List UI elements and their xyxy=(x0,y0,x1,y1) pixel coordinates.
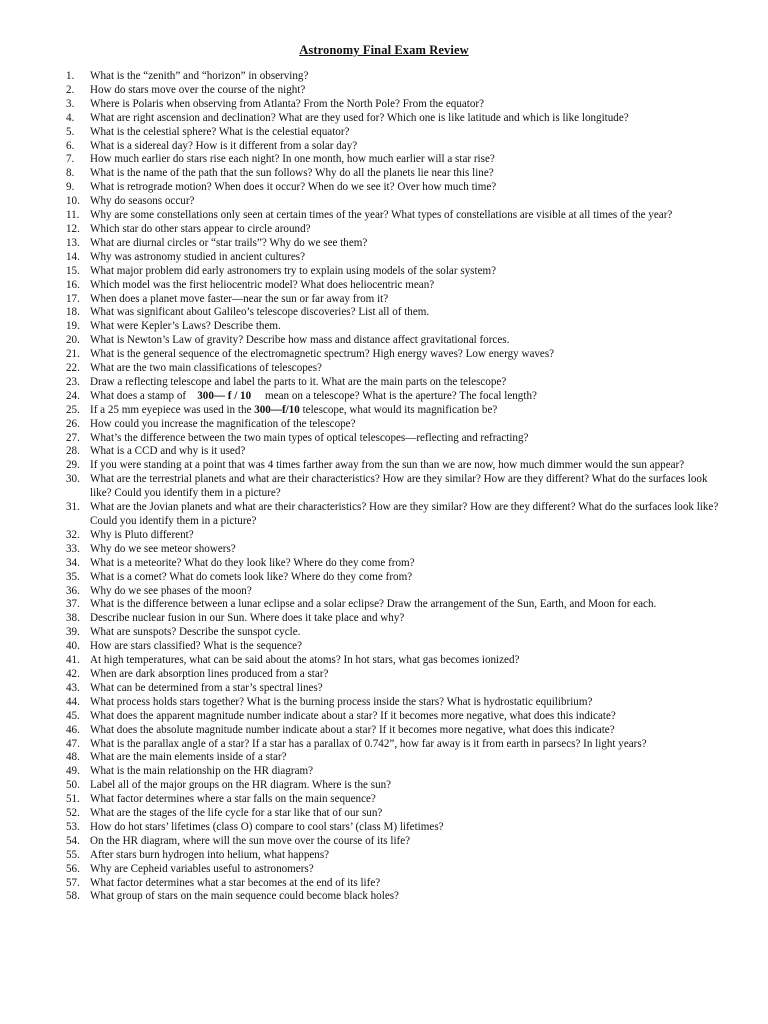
question-text: What is Newton’s Law of gravity? Describe how mass and distance affect gravitational forces. xyxy=(90,334,510,347)
question-item xyxy=(66,251,728,265)
question-number: 16. xyxy=(66,278,80,291)
question-number: 53. xyxy=(66,820,80,833)
question-text: How do stars move over the course of the night? xyxy=(90,83,306,96)
question-number: 8. xyxy=(66,167,75,180)
question-number: 19. xyxy=(66,320,80,333)
question-number: 4. xyxy=(66,111,75,124)
question-number: 54. xyxy=(66,834,80,847)
question-number: 46. xyxy=(66,723,80,736)
question-text: Why are Cepheid variables useful to astronomers? xyxy=(90,862,314,875)
question-text: What factor determines where a star falls on the main sequence? xyxy=(90,793,376,806)
question-item xyxy=(66,654,728,668)
question-number: 20. xyxy=(66,334,80,347)
question-number: 31. xyxy=(66,501,80,514)
question-number: 12. xyxy=(66,222,80,235)
telescope-stamp: 300— f / 10 xyxy=(197,389,252,402)
question-number: 57. xyxy=(66,876,80,889)
question-item xyxy=(66,112,728,126)
question-text: What is a sidereal day? How is it different from a solar day? xyxy=(90,139,358,152)
question-number: 35. xyxy=(66,570,80,583)
question-number: 45. xyxy=(66,709,80,722)
question-item xyxy=(66,167,728,181)
question-item xyxy=(66,682,728,696)
question-number: 23. xyxy=(66,375,80,388)
question-text: Why is Pluto different? xyxy=(90,528,194,541)
question-number: 32. xyxy=(66,528,80,541)
question-item xyxy=(66,835,728,849)
question-text: What is the parallax angle of a star? If a star has a parallax of 0.742”, how far away is it from earth in parsecs? In light years? xyxy=(90,737,647,750)
question-text: Why was astronomy studied in ancient cultures? xyxy=(90,250,306,263)
question-number: 47. xyxy=(66,737,80,750)
question-text: What’s the difference between the two main types of optical telescopes—reflecting and refracting? xyxy=(90,431,529,444)
question-number: 36. xyxy=(66,584,80,597)
question-item xyxy=(66,140,728,154)
question-item xyxy=(66,626,728,640)
question-text: What factor determines what a star becomes at the end of its life? xyxy=(90,876,381,889)
question-number: 7. xyxy=(66,153,75,166)
question-number: 50. xyxy=(66,779,80,792)
question-text: What is a meteorite? What do they look like? Where do they come from? xyxy=(90,556,415,569)
question-text xyxy=(90,404,728,418)
question-item xyxy=(66,863,728,877)
question-item xyxy=(66,765,728,779)
question-item xyxy=(66,223,728,237)
question-number: 13. xyxy=(66,236,80,249)
question-text: What are diurnal circles or “star trails”? Why do we see them? xyxy=(90,236,368,249)
question-text: How much earlier do stars rise each night? In one month, how much earlier will a star rise? xyxy=(90,153,495,166)
page-title: Astronomy Final Exam Review xyxy=(299,43,469,57)
question-item xyxy=(66,153,728,167)
question-item xyxy=(66,668,728,682)
question-text: What major problem did early astronomers try to explain using models of the solar system? xyxy=(90,264,497,277)
question-text: Which model was the first heliocentric model? What does heliocentric mean? xyxy=(90,278,435,291)
question-item xyxy=(66,418,728,432)
question-item xyxy=(66,529,728,543)
question-item xyxy=(66,612,728,626)
question-text: What are right ascension and declination? What are they used for? Which one is like latitude and which is like longitude? xyxy=(90,111,629,124)
question-number: 11. xyxy=(66,209,80,222)
question-number: 3. xyxy=(66,97,75,110)
question-text-part: mean on a telescope? What is the aperture? The focal length? xyxy=(265,389,537,402)
question-number: 17. xyxy=(66,292,80,305)
question-text: When are dark absorption lines produced from a star? xyxy=(90,667,329,680)
question-text: Why do we see phases of the moon? xyxy=(90,584,252,597)
question-number: 41. xyxy=(66,654,80,667)
question-text: How do hot stars’ lifetimes (class O) compare to cool stars’ (class M) lifetimes? xyxy=(90,820,444,833)
telescope-stamp: 300—f/10 xyxy=(254,403,300,416)
question-item xyxy=(66,501,728,529)
question-text: What are the main elements inside of a star? xyxy=(90,751,287,764)
question-text: Describe nuclear fusion in our Sun. Where does it take place and why? xyxy=(90,612,405,625)
question-number: 56. xyxy=(66,862,80,875)
question-number: 29. xyxy=(66,459,80,472)
question-number: 14. xyxy=(66,250,80,263)
question-number: 6. xyxy=(66,139,75,152)
question-text: How could you increase the magnification of the telescope? xyxy=(90,417,356,430)
question-text: What are the Jovian planets and what are their characteristics? How are they similar? How are they different? What do the surfaces look like? Could you identify them in a picture? xyxy=(90,501,719,527)
question-item xyxy=(66,334,728,348)
question-text: What was significant about Galileo’s telescope discoveries? List all of them. xyxy=(90,306,430,319)
question-text: When does a planet move faster—near the sun or far away from it? xyxy=(90,292,389,305)
question-item xyxy=(66,849,728,863)
question-item xyxy=(66,738,728,752)
question-item xyxy=(66,84,728,98)
question-text: Why do we see meteor showers? xyxy=(90,542,236,555)
question-list xyxy=(66,70,728,904)
question-text: What are the stages of the life cycle for a star like that of our sun? xyxy=(90,807,383,820)
question-number: 27. xyxy=(66,431,80,444)
question-number: 51. xyxy=(66,793,80,806)
question-item xyxy=(66,598,728,612)
question-text-part: What does a stamp of xyxy=(90,389,187,402)
question-number: 55. xyxy=(66,848,80,861)
question-text: Where is Polaris when observing from Atlanta? From the North Pole? From the equator? xyxy=(90,97,485,110)
question-item xyxy=(66,543,728,557)
question-number: 1. xyxy=(66,70,75,82)
question-item xyxy=(66,126,728,140)
question-number: 49. xyxy=(66,765,80,778)
question-text: What is the “zenith” and “horizon” in observing? xyxy=(90,70,309,82)
question-item xyxy=(66,279,728,293)
question-number: 25. xyxy=(66,403,80,416)
question-number: 18. xyxy=(66,306,80,319)
question-item xyxy=(66,98,728,112)
question-item xyxy=(66,585,728,599)
question-item xyxy=(66,237,728,251)
question-number: 15. xyxy=(66,264,80,277)
question-item xyxy=(66,404,728,418)
question-number: 2. xyxy=(66,83,75,96)
question-text: What is the difference between a lunar eclipse and a solar eclipse? Draw the arrangement of the Sun, Earth, and Moon for each. xyxy=(90,598,657,611)
question-number: 48. xyxy=(66,751,80,764)
question-text: What does the absolute magnitude number indicate about a star? If it becomes more negative, what does this indicate? xyxy=(90,723,615,736)
question-number: 34. xyxy=(66,556,80,569)
question-text: What does the apparent magnitude number indicate about a star? If it becomes more negative, what does this indicate? xyxy=(90,709,616,722)
question-text: On the HR diagram, where will the sun move over the course of its life? xyxy=(90,834,411,847)
question-item xyxy=(66,320,728,334)
question-number: 5. xyxy=(66,125,75,138)
question-text: If you were standing at a point that was 4 times farther away from the sun than we are now, how much dimmer would the sun appear? xyxy=(90,459,685,472)
question-number: 26. xyxy=(66,417,80,430)
question-number: 30. xyxy=(66,473,80,486)
question-text: What is the main relationship on the HR diagram? xyxy=(90,765,314,778)
question-text: What is the celestial sphere? What is the celestial equator? xyxy=(90,125,350,138)
question-item xyxy=(66,209,728,223)
question-item xyxy=(66,306,728,320)
question-item xyxy=(66,557,728,571)
question-item xyxy=(66,195,728,209)
question-item xyxy=(66,459,728,473)
question-item xyxy=(66,362,728,376)
question-text: What were Kepler’s Laws? Describe them. xyxy=(90,320,281,333)
question-item xyxy=(66,473,728,501)
question-item xyxy=(66,348,728,362)
question-text: Label all of the major groups on the HR diagram. Where is the sun? xyxy=(90,779,392,792)
question-text: What are the terrestrial planets and what are their characteristics? How are they similar? How are they different? What do the surfaces look like? Could you identify them in a picture? xyxy=(90,473,708,500)
question-number: 24. xyxy=(66,389,80,402)
question-text: What is a comet? What do comets look like? Where do they come from? xyxy=(90,570,413,583)
question-number: 44. xyxy=(66,695,80,708)
question-number: 58. xyxy=(66,890,80,903)
question-text: What is the general sequence of the electromagnetic spectrum? High energy waves? Low energy waves? xyxy=(90,348,555,361)
question-text: What can be determined from a star’s spectral lines? xyxy=(90,681,323,694)
question-text: At high temperatures, what can be said about the atoms? In hot stars, what gas becomes ionized? xyxy=(90,654,520,667)
question-text: What group of stars on the main sequence could become black holes? xyxy=(90,890,399,903)
question-number: 28. xyxy=(66,445,80,458)
question-item xyxy=(66,779,728,793)
question-number: 10. xyxy=(66,195,80,208)
question-number: 22. xyxy=(66,362,80,375)
question-number: 9. xyxy=(66,181,75,194)
question-item xyxy=(66,640,728,654)
question-item xyxy=(66,890,728,904)
question-number: 40. xyxy=(66,640,80,653)
question-item xyxy=(66,293,728,307)
question-item xyxy=(66,390,728,404)
question-item xyxy=(66,710,728,724)
question-text: What is retrograde motion? When does it occur? When do we see it? Over how much time? xyxy=(90,181,497,194)
question-item xyxy=(66,696,728,710)
question-item xyxy=(66,751,728,765)
question-number: 43. xyxy=(66,681,80,694)
question-item xyxy=(66,432,728,446)
question-text: What is the name of the path that the sun follows? Why do all the planets lie near this line? xyxy=(90,167,494,180)
question-text: What are the two main classifications of telescopes? xyxy=(90,362,322,375)
question-text: How are stars classified? What is the sequence? xyxy=(90,640,303,653)
question-number: 39. xyxy=(66,626,80,639)
question-number: 42. xyxy=(66,667,80,680)
question-item xyxy=(66,807,728,821)
question-item xyxy=(66,793,728,807)
question-number: 21. xyxy=(66,348,80,361)
question-text: Why are some constellations only seen at certain times of the year? What types of constellations are visible at all times of the year? xyxy=(90,209,673,222)
question-item xyxy=(66,445,728,459)
question-text: Which star do other stars appear to circle around? xyxy=(90,222,311,235)
question-number: 38. xyxy=(66,612,80,625)
question-text: Why do seasons occur? xyxy=(90,195,195,208)
question-text: What process holds stars together? What is the burning process inside the stars? What is hydrostatic equilibrium? xyxy=(90,695,593,708)
question-text: What are sunspots? Describe the sunspot cycle. xyxy=(90,626,301,639)
question-item xyxy=(66,821,728,835)
question-item xyxy=(66,571,728,585)
question-text: After stars burn hydrogen into helium, what happens? xyxy=(90,848,330,861)
question-text xyxy=(90,390,728,404)
question-text: Draw a reflecting telescope and label the parts to it. What are the main parts on the telescope? xyxy=(90,375,507,388)
question-text-part: telescope, what would its magnification be? xyxy=(302,403,498,416)
question-item xyxy=(66,70,728,84)
question-item xyxy=(66,724,728,738)
question-item xyxy=(66,265,728,279)
question-text-part: If a 25 mm eyepiece was used in the xyxy=(90,403,252,416)
question-text: What is a CCD and why is it used? xyxy=(90,445,246,458)
question-item xyxy=(66,181,728,195)
question-number: 37. xyxy=(66,598,80,611)
question-number: 52. xyxy=(66,807,80,820)
question-item xyxy=(66,376,728,390)
question-number: 33. xyxy=(66,542,80,555)
question-item xyxy=(66,877,728,891)
